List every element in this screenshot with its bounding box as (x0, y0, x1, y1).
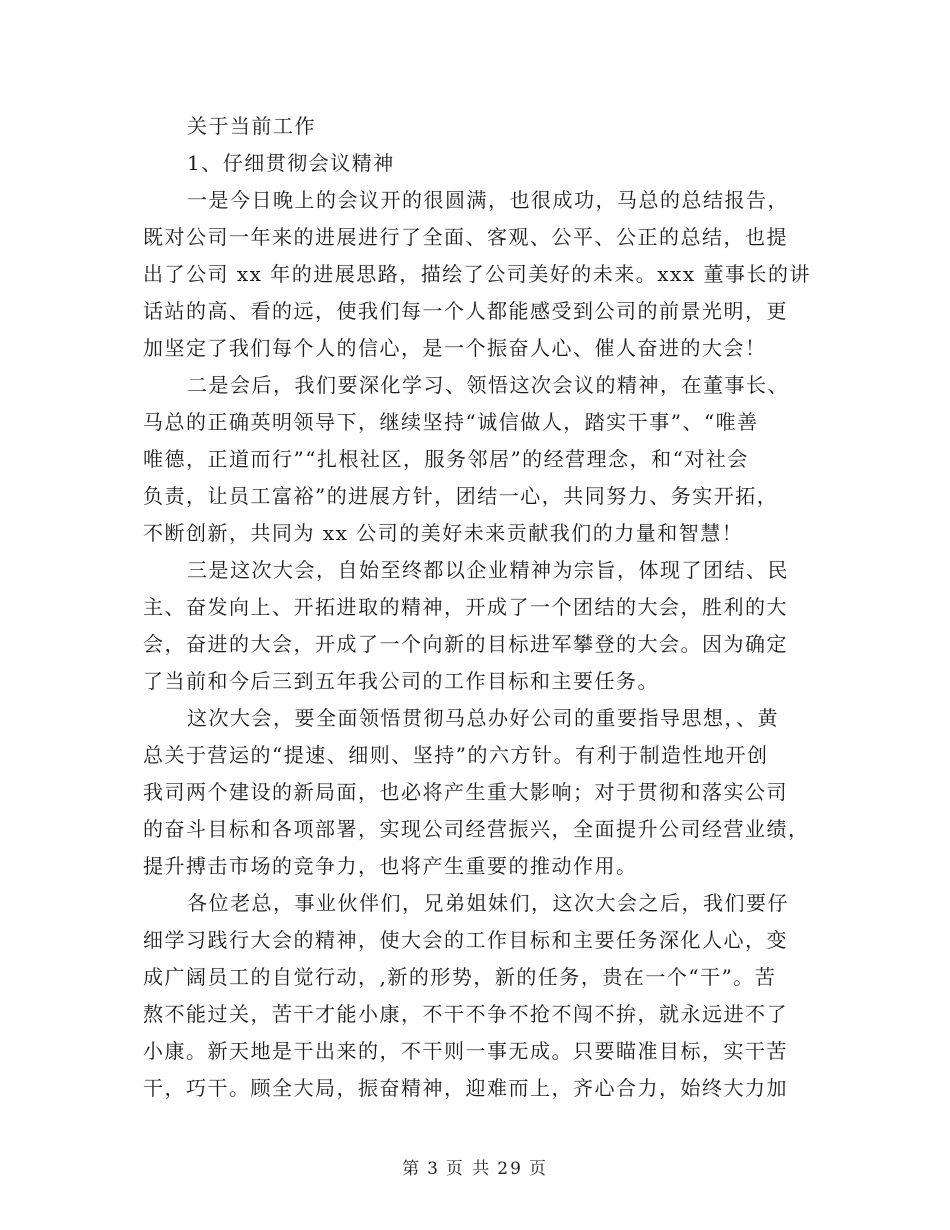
paragraph-line: 熬不能过关，苦干才能小康，不干不争不抢不闯不拚，就永远进不了 (143, 1002, 788, 1026)
paragraph-line: 了当前和今后三到五年我公司的工作目标和主要任务。 (143, 669, 659, 693)
paragraph (143, 552, 808, 700)
paragraph-line: 既对公司一年来的进展进行了全面、客观、公平、公正的总结，也提 (143, 225, 788, 249)
paragraph-line: 的奋斗目标和各项部署，实现公司经营振兴，全面提升公司经营业绩， (143, 817, 810, 841)
paragraph-line: 总关于营运的“提速、细则、坚持”的六方针。有利于制造性地开创 (143, 743, 769, 767)
document-title: 关于当前工作 (187, 114, 316, 138)
paragraph-line: 不断创新，共同为 xx 公司的美好未来贡献我们的力量和智慧！ (143, 521, 744, 545)
paragraph (143, 367, 808, 552)
paragraph-line: 一是今日晚上的会议开的很圆满，也很成功，马总的总结报告， (187, 188, 789, 212)
paragraph-line: 负责，让员工富裕”的进展方针，团结一心，共同努力、务实开拓， (143, 484, 779, 508)
paragraph-line: 小康。新天地是干出来的，不干则一事无成。只要瞄准目标，实干苦 (143, 1039, 788, 1063)
paragraph-line: 加坚定了我们每个人的信心，是一个振奋人心、催人奋进的大会！ (143, 336, 767, 360)
footer-prefix: 第 (402, 1159, 422, 1179)
footer-total-pages: 29 (497, 1159, 523, 1179)
paragraph (143, 182, 811, 367)
paragraph-line: 唯德，正道而行”“扎根社区，服务邻居”的经营理念，和“对社会 (143, 447, 749, 471)
paragraph-line: 出了公司 xx 年的进展思路，描绘了公司美好的未来。xxx 董事长的讲 (143, 262, 811, 286)
section-heading: 1、仔细贯彻会议精神 (187, 151, 395, 175)
paragraph-line: 我司两个建设的新局面，也必将产生重大影响；对于贯彻和落实公司 (143, 780, 788, 804)
paragraph-line: 主、奋发向上、开拓进取的精神，开成了一个团结的大会，胜利的大 (143, 595, 788, 619)
footer-middle: 页 共 (445, 1159, 492, 1179)
paragraph-line: 二是会后，我们要深化学习、领悟这次会议的精神，在董事长、 (187, 373, 789, 397)
paragraph (143, 885, 808, 1107)
footer-page-number: 3 (427, 1159, 440, 1179)
footer-suffix: 页 (528, 1159, 548, 1179)
page-footer (0, 1154, 950, 1179)
paragraph-line: 这次大会，要全面领悟贯彻马总办好公司的重要指导思想，、黄 (187, 706, 779, 730)
paragraph-line: 三是这次大会，自始至终都以企业精神为宗旨，体现了团结、民 (187, 558, 789, 582)
paragraph-line: 提升搏击市场的竞争力，也将产生重要的推动作用。 (143, 854, 638, 878)
paragraph-line: 干，巧干。顾全大局，振奋精神，迎难而上，齐心合力，始终大力加 (143, 1076, 788, 1100)
paragraph-line: 会，奋进的大会，开成了一个向新的目标进军攀登的大会。因为确定 (143, 632, 788, 656)
paragraph-line: 细学习践行大会的精神，使大会的工作目标和主要任务深化人心，变 (143, 928, 788, 952)
paragraph-line: 话站的高、看的远，使我们每一个人都能感受到公司的前景光明，更 (143, 299, 788, 323)
paragraph-line: 马总的正确英明领导下，继续坚持“诚信做人，踏实干事”、“唯善 (143, 410, 759, 434)
paragraph (143, 700, 808, 885)
document-body (143, 108, 811, 1107)
paragraph-line: 各位老总，事业伙伴们，兄弟姐妹们，这次大会之后，我们要仔 (187, 891, 789, 915)
paragraph-line: 成广阔员工的自觉行动，,新的形势，新的任务，贵在一个“干”。苦 (143, 965, 777, 989)
